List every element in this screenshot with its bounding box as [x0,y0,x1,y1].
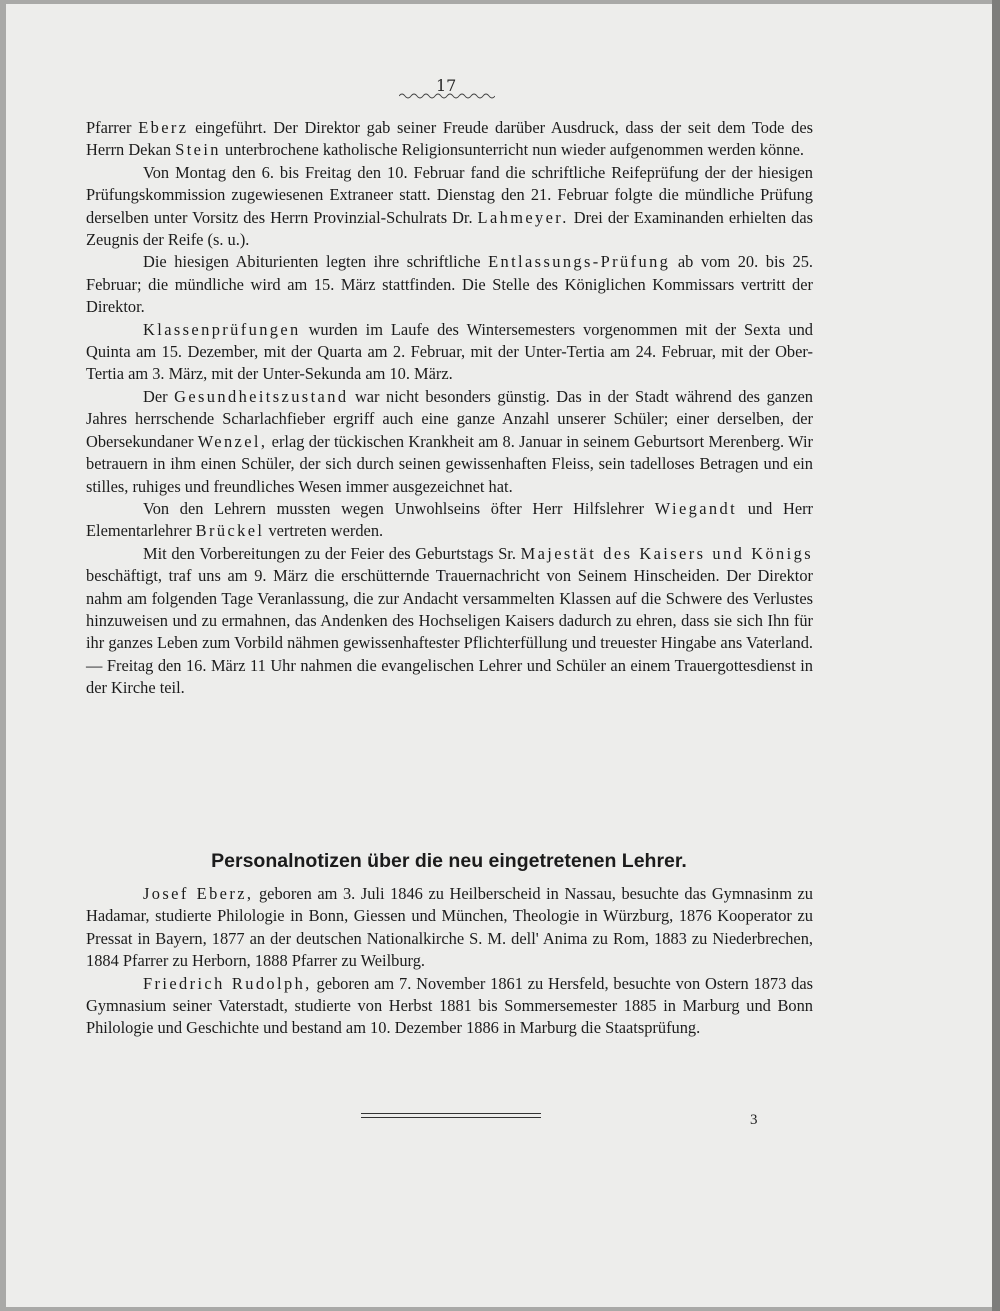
paragraph-kaiser-trauer: Mit den Vorbereitungen zu der Feier des Geburtstags Sr. Majestät des Kaisers und Königs beschäftigt, traf uns am 9. März die erschütternde Trauernachricht von Seinem Hinscheiden. Der Direktor nahm am folgenden Tage Veranlassung, die zur Andacht versammelten Klassen auf die Schwere des Verlustes hinzuweisen und zu ermahnen, das Andenken des Hochseligen Kaisers dadurch zu ehren, dass sie sich Ihn für ihr ganzes Leben zum Vorbild nähmen gewissenhaftester Pflichterfüllung und treuester Hingabe ans Vaterland. — Freitag den 16. März 11 Uhr nahmen die evangelischen Lehrer und Schüler an einem Trauergottesdienst in der Kirche teil. [86,543,813,698]
text-block-main [86,117,813,700]
scan-edge [992,0,1000,1311]
paragraph-josef-eberz: Josef Eberz, geboren am 3. Juli 1846 zu Heilberscheid in Nassau, besuchte das Gymnasinm zu Hadamar, studierte Philologie in Bonn, Giessen und München, Theologie in Würzburg, 1876 Kooperator zu Pressat in Bayern, 1877 an der deutschen Nationalkirche S. M. dell' Anima zu Rom, 1883 zu Niederbrechen, 1884 Pfarrer zu Herborn, 1888 Pfarrer zu Weilburg. [86,884,813,971]
signature-mark: 3 [750,1112,758,1128]
paragraph-entlassungspruefung: Die hiesigen Abiturienten legten ihre schriftliche Entlassungs-Prüfung ab vom 20. bis 25. Februar; die mündliche wird am 15. März stattfinden. Die Stelle des Königlichen Kommissars vertritt der Direktor. [86,252,813,317]
paragraph-lehrer-vertretung: Von den Lehrern mussten wegen Unwohlseins öfter Herr Hilfslehrer Wiegandt und Herr Elementarlehrer Brückel vertreten werden. [86,498,814,541]
end-rule-bottom [361,1117,541,1118]
section-heading: Personalnotizen über die neu eingetretenen Lehrer. [211,850,687,872]
page-number: 17 [436,76,457,95]
paragraph-reifepruefung: Von Montag den 6. bis Freitag den 10. Februar fand die schriftliche Reifeprüfung der der hiesigen Prüfungskommission zugewiesenen Extraneer statt. Dienstag den 21. Februar folgte die mündliche Prüfung derselben unter Vorsitz des Herrn Provinzial-Schulrats Dr. Lahmeyer. Drei der Examinanden erhielten das Zeugnis der Reife (s. u.). [86,162,813,250]
paragraph-gesundheitszustand: Der Gesundheitszustand war nicht besonders günstig. Das in der Stadt während des ganzen Jahres herrschende Scharlachfieber ergriff auch eine ganze Anzahl unserer Schüler; einer derselben, der Obersekundaner Wenzel, erlag der tückischen Krankheit am 8. Januar in seinem Geburtsort Merenberg. Wir betrauern in ihm einen Schüler, der sich durch seinen gewissenhaften Fleiss, sein tadelloses Betragen und ein stilles, ruhiges und freundliches Wesen immer ausgezeichnet hat. [86,386,814,496]
text-block-personal [86,883,813,1040]
wavy-ornament [399,92,495,100]
end-rule-top [361,1113,541,1114]
paragraph-friedrich-rudolph: Friedrich Rudolph, geboren am 7. November 1861 zu Hersfeld, besuchte von Ostern 1873 das Gymnasium seiner Vaterstadt, studierte von Herbst 1881 bis Sommersemester 1885 in Marburg und Bonn Philologie und Geschichte und bestand am 10. Dezember 1886 in Marburg die Staatsprüfung. [86,973,813,1038]
paragraph-eberz-intro: Pfarrer Eberz eingeführt. Der Direktor gab seiner Freude darüber Ausdruck, dass der seit dem Tode des Herrn Dekan Stein unterbrochene katholische Religionsunterricht nun wieder aufgenommen werden könne. [86,118,813,160]
paragraph-klassenpruefungen: Klassenprüfungen wurden im Laufe des Wintersemesters vorgenommen mit der Sexta und Quinta am 15. Dezember, mit der Quarta am 2. Februar, mit der Unter-Tertia am 24. Februar, mit der Ober-Tertia am 3. März, mit der Unter-Sekunda am 10. März. [86,319,813,384]
